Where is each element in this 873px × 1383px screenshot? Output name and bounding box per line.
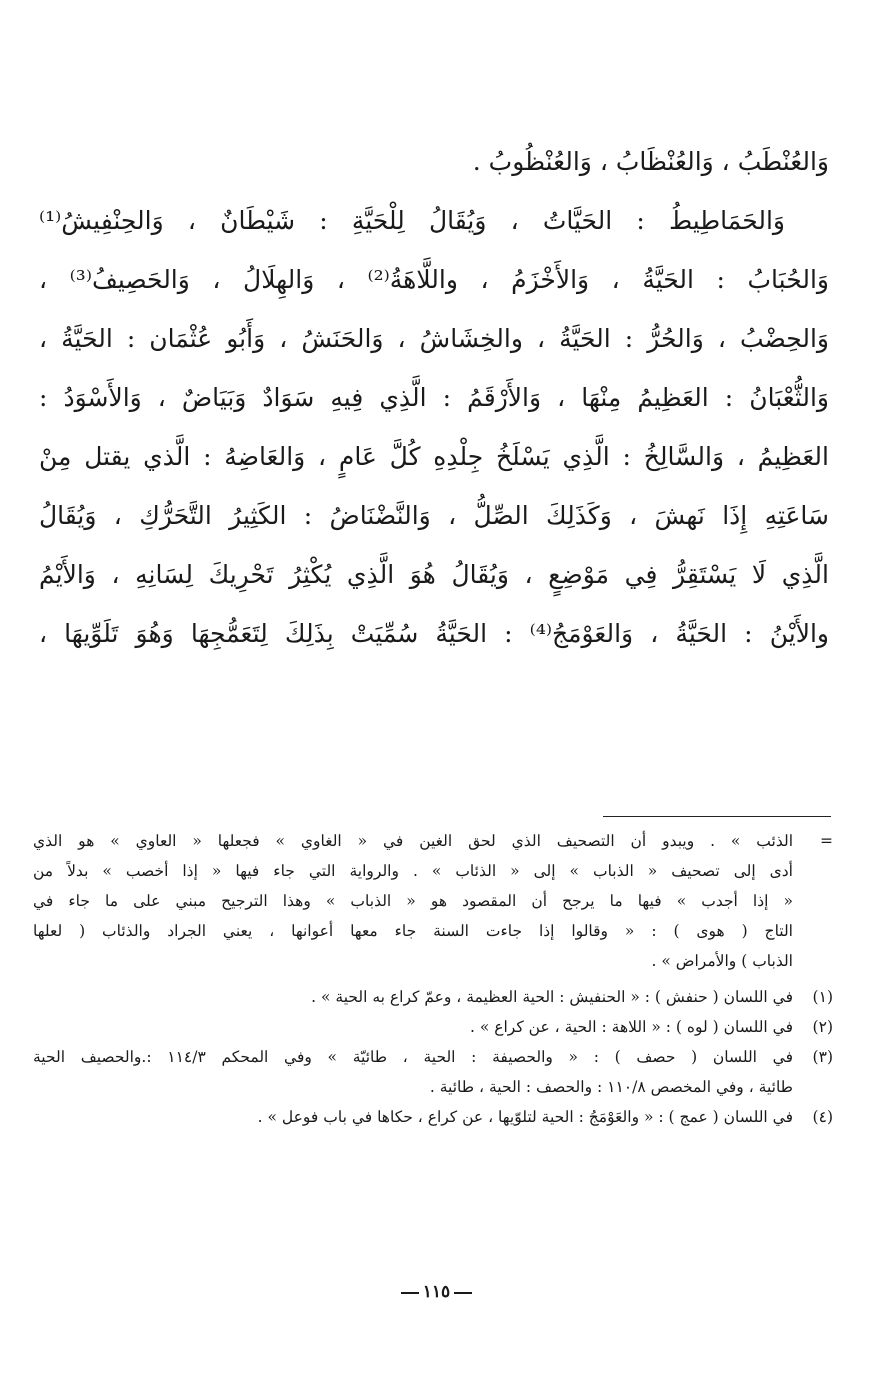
footnote-line: في اللسان ( لوه ) : « اللاهة : الحية ، عن كراع » . xyxy=(469,1018,793,1036)
main-text-line: العَظِيمُ ، وَالسَّالِخُ : الَّذِي يَسْلَخُ جِلْدِهِ كُلَّ عَامٍ ، وَالعَاضِهُ : الَّذي يقتل مِنْ xyxy=(39,442,829,471)
continuation-marker: = xyxy=(820,832,833,850)
footnote-3 xyxy=(33,1042,833,1072)
footnote-line: « إذا أجدب » فيها ما يرجح أن المقصود هو « الذباب » وهذا الترجيح مبني على ما جاء في xyxy=(33,892,793,910)
main-text-line: وَالحَمَاطِيطُ : الحَيَّاتُ ، وَيُقَالُ لِلْحَيَّةِ : شَيْطَانٌ ، وَالحِنْفِيشُ⁽¹⁾ xyxy=(39,206,785,235)
footnote-line: التاج ( هوى ) : « وقالوا إذا جاءت السنة جاء معها أعوانها ، يعني الجراد والذئاب ( لعلها xyxy=(33,922,793,940)
main-text-line: وَالحِضْبُ ، وَالحُرُّ : الحَيَّةُ ، والخِشَاشُ ، وَالحَنَشُ ، وَأَبُو عُثْمَان : الحَيَّةُ ، xyxy=(39,324,829,353)
footnotes-block xyxy=(33,826,833,1132)
footnote-separator xyxy=(603,816,831,817)
page-number xyxy=(0,1282,873,1302)
footnote-marker: (٤) xyxy=(812,1108,833,1126)
main-text-line: وَالثُّعْبَانُ : العَظِيمُ مِنْهَا ، وَالأَرْقَمُ : الَّذِي فِيهِ سَوَادٌ وَبَيَاضٌ ، وَالأَسْوَدُ : xyxy=(39,383,829,412)
footnote-1 xyxy=(33,982,833,1012)
footnote-marker: (١) xyxy=(812,988,833,1006)
main-text-line: الَّذِي لَا يَسْتَقِرُّ فِي مَوْضِعٍ ، وَيُقَالُ هُوَ الَّذِي يُكْثِرُ تَحْرِيكَ لِسَانِهِ ، وَالأَيْمُ xyxy=(39,560,829,589)
page-number-text: ١١٥ xyxy=(422,1282,451,1302)
footnote-marker: (٢) xyxy=(812,1018,833,1036)
footnote-continuation xyxy=(33,826,833,976)
page-number-dash xyxy=(454,1292,472,1294)
page-number-dash xyxy=(401,1292,419,1294)
footnote-line: في اللسان ( حنفش ) : « الحنفيش : الحية العظيمة ، وعمّ كراع به الحية » . xyxy=(311,988,793,1006)
footnote-line: في اللسان ( حصف ) : « والحصيفة : الحية ، طائيّة » وفي المحكم ١١٤/٣ :.والحصيف الحية xyxy=(33,1048,793,1066)
main-text-line: وَالحُبَابُ : الحَيَّةُ ، وَالأَخْزَمُ ، واللَّاهَةُ⁽²⁾ ، وَالهِلَالُ ، وَالحَصِيفُ⁽³⁾ ، xyxy=(39,265,829,294)
footnote-2 xyxy=(33,1012,833,1042)
footnote-line: الذباب ) والأمراض » . xyxy=(651,952,793,970)
footnote-4 xyxy=(33,1102,833,1132)
main-text-line: وَالعُنْطَبُ ، وَالعُنْظَابُ ، وَالعُنْظُوبُ . xyxy=(472,147,829,176)
footnote-line: الذئب » . ويبدو أن التصحيف الذي لحق الغين في « الغاوي » فجعلها « العاوي » هو الذي xyxy=(33,832,793,850)
footnote-line: طائية ، وفي المخصص ١١٠/٨ : والحصف : الحية ، طائية . xyxy=(429,1078,793,1096)
footnote-line: في اللسان ( عمج ) : « والعَوْمَجُ : الحية لتلوّيها ، عن كراع ، حكاها في باب فوعل » . xyxy=(257,1108,793,1126)
main-text-line: والأَيْنُ : الحَيَّةُ ، وَالعَوْمَجُ⁽⁴⁾ : الحَيَّةُ سُمِّيَتْ بِذَلِكَ لِتَعَمُّجِهَا وَهُوَ تَلَوِّيهَا ، xyxy=(39,619,829,648)
main-text-block xyxy=(39,132,829,663)
footnote-marker: (٣) xyxy=(812,1048,833,1066)
footnote-line: أدى إلى تصحيف « الذباب » إلى « الذئاب » . والرواية التي جاء فيها « إذا أخصب » بدلاً من xyxy=(33,862,793,880)
main-text-line: سَاعَتِهِ إِذَا نَهشَ ، وَكَذَلِكَ الصِّلُّ ، وَالنَّضْنَاضُ : الكَثِيرُ التَّحَرُّكِ ، وَيُقَالُ xyxy=(39,501,829,530)
